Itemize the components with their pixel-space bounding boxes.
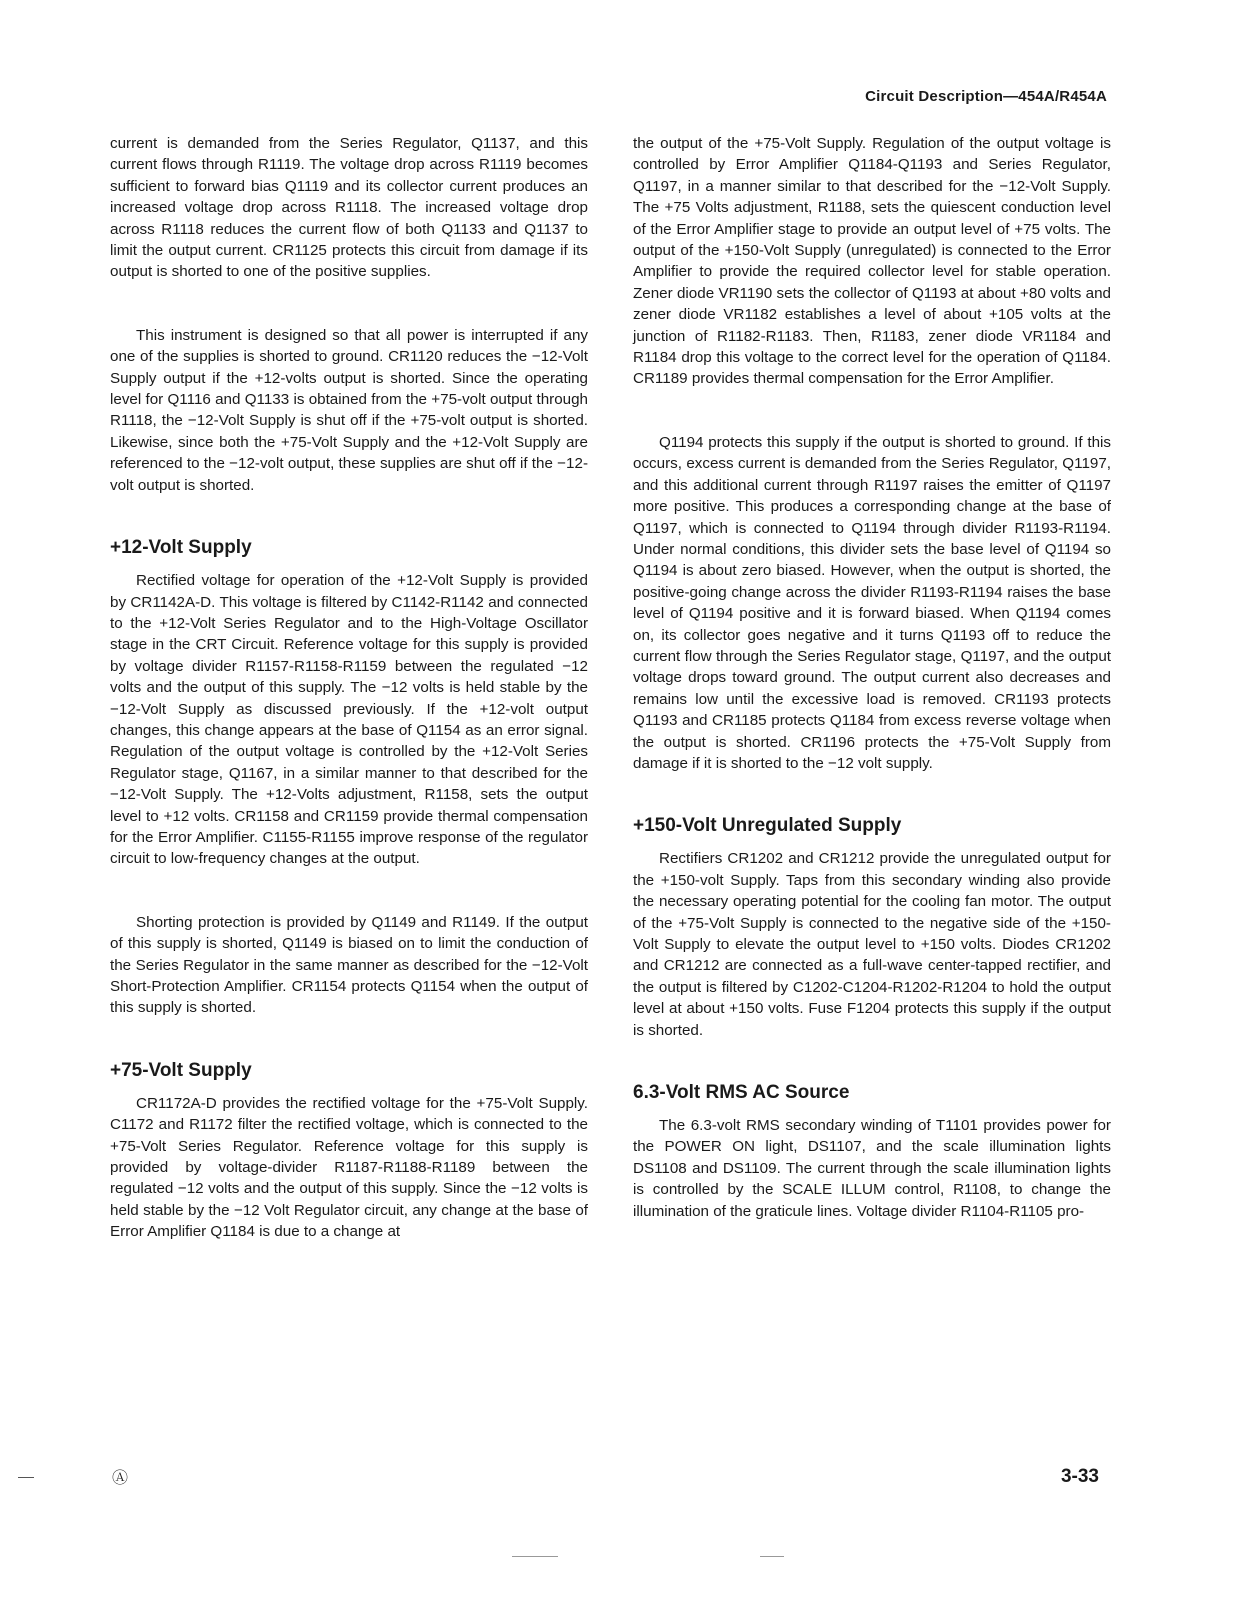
section-heading-75v: +75-Volt Supply (110, 1059, 252, 1081)
scan-artifact (512, 1556, 558, 1557)
publisher-mark: Ⓐ (112, 1470, 129, 1487)
margin-mark (18, 1477, 34, 1478)
paragraph: the output of the +75-Volt Supply. Regulation of the output voltage is controlled by Error Amplifier Q1184-Q1193 and Series Regulator, Q1197, in a manner similar to that described for the −12-Volt Supply. The +75 Volts adjustment, R1188, sets the quiescent conduction level of the Error Amplifier stage to provide an output level of +75 volts. The output of the +150-Volt Supply (unregulated) is connected to the Error Amplifier to provide the required collector level for stable operation. Zener diode VR1190 sets the collector of Q1193 at about +80 volts and zener diode VR1182 establishes a level of about +105 volts at the junction of R1182-R1183. Then, R1183, zener diode VR1184 and R1184 drop this voltage to the correct level for the operation of Q1184. CR1189 provides thermal compensation for the Error Amplifier. (633, 135, 1111, 388)
paragraph: Q1194 protects this supply if the output is shorted to ground. If this occurs, excess current is demanded from the Series Regulator, Q1197, and this additional current through R1197 raises the emitter of Q1197 more positive. This produces a corresponding change at the base of Q1197, which is connected to Q1194 through divider R1193-R1194. Under normal conditions, this divider sets the base level of Q1194 so Q1194 is about zero biased. However, when the output is shorted, the positive-going change across the divider R1193-R1194 raises the base level of Q1194 positive and it is forward biased. When Q1194 comes on, its collector goes negative and it turns Q1193 off to reduce the current flow through the Series Regulator stage, Q1197, and the output voltage drops toward ground. The output current also decreases and remains low until the excessive load is removed. CR1193 protects Q1193 and CR1185 protects Q1184 from excess reverse voltage when the output is shorted. CR1196 protects the +75-Volt Supply from damage if it is shorted to the −12 volt supply. (633, 433, 1111, 772)
paragraph: current is demanded from the Series Regulator, Q1137, and this current flows through R1119. The voltage drop across R1119 becomes sufficient to forward bias Q1119 and its collector current produces an increased voltage drop across R1118. The increased voltage drop across R1118 reduces the current flow of both Q1133 and Q1137 to limit the output current. CR1125 protects this circuit from damage if its output is shorted to one of the positive supplies. (110, 135, 588, 281)
paragraph: Shorting protection is provided by Q1149 and R1149. If the output of this supply is shorted, Q1149 is biased on to limit the conduction of the Series Regulator in the same manner as described for the −12-Volt Short-Protection Amplifier. CR1154 protects Q1154 when the output of this supply is shorted. (110, 913, 588, 1017)
scan-artifact (760, 1556, 784, 1557)
section-heading-12v: +12-Volt Supply (110, 537, 252, 559)
paragraph: Rectified voltage for operation of the +12-Volt Supply is provided by CR1142A-D. This voltage is filtered by C1142-R1142 and connected to the +12-Volt Series Regulator and to the High-Voltage Oscillator stage in the CRT Circuit. Reference voltage for this supply is provided by voltage divider R1157-R1158-R1159 between the regulated −12 volts and the output of this supply. The −12 volts is held stable by the −12-Volt Supply as discussed previously. If the +12-volt output changes, this change appears at the base of Q1154 as an error signal. Regulation of the output voltage is controlled by the +12-Volt Series Regulator stage, Q1167, in a similar manner to that described for the −12-Volt Supply. The +12-Volts adjustment, R1158, sets the output level to +12 volts. CR1158 and CR1159 provide thermal compensation for the Error Amplifier. C1155-R1155 improve response of the regulator circuit to low-frequency changes at the output. (110, 572, 588, 868)
right-column (633, 133, 1111, 1222)
section-heading-63v: 6.3-Volt RMS AC Source (633, 1082, 850, 1104)
paragraph: This instrument is designed so that all power is interrupted if any one of the supplies is shorted to ground. CR1120 reduces the −12-Volt Supply output if the +12-volts output is shorted. Since the operating level for Q1116 and Q1133 is obtained from the +75-volt output through R1118, the −12-Volt Supply is shut off if the +75-volt output is shorted. Likewise, since both the +75-Volt Supply and the +12-Volt Supply are referenced to the −12-volt output, these supplies are shut off if the −12-volt output is shorted. (110, 326, 588, 494)
paragraph: The 6.3-volt RMS secondary winding of T1101 provides power for the POWER ON light, DS1107, and the scale illumination lights DS1108 and DS1109. The current through the scale illumination lights is controlled by the SCALE ILLUM control, R1108, to change the illumination of the graticule lines. Voltage divider R1104-R1105 pro- (633, 1117, 1111, 1220)
section-heading-150v: +150-Volt Unregulated Supply (633, 815, 902, 837)
paragraph: CR1172A-D provides the rectified voltage for the +75-Volt Supply. C1172 and R1172 filter the rectified voltage, which is connected to the +75-Volt Series Regulator. Reference voltage for this supply is provided by voltage-divider R1187-R1188-R1189 between the regulated −12 volts and the output of this supply. Since the −12 volts is held stable by the −12 Volt Regulator circuit, any change at the base of Error Amplifier Q1184 is due to a change at (110, 1094, 588, 1241)
page-header: Circuit Description—454A/R454A (865, 88, 1107, 105)
page-number: 3-33 (1060, 1466, 1099, 1487)
left-column (110, 133, 588, 1243)
paragraph: Rectifiers CR1202 and CR1212 provide the unregulated output for the +150-volt Supply. Taps from this secondary winding also provide the necessary operating potential for the cooling fan motor. The output of the +75-Volt Supply is connected to the negative side of the +150-Volt Supply to elevate the output level to +150 volts. Diodes CR1202 and CR1212 are connected as a full-wave center-tapped rectifier, and the output is filtered by C1202-C1204-R1202-R1204 to hold the output level at about +150 volts. Fuse F1204 protects this supply if the output is shorted. (633, 850, 1111, 1039)
